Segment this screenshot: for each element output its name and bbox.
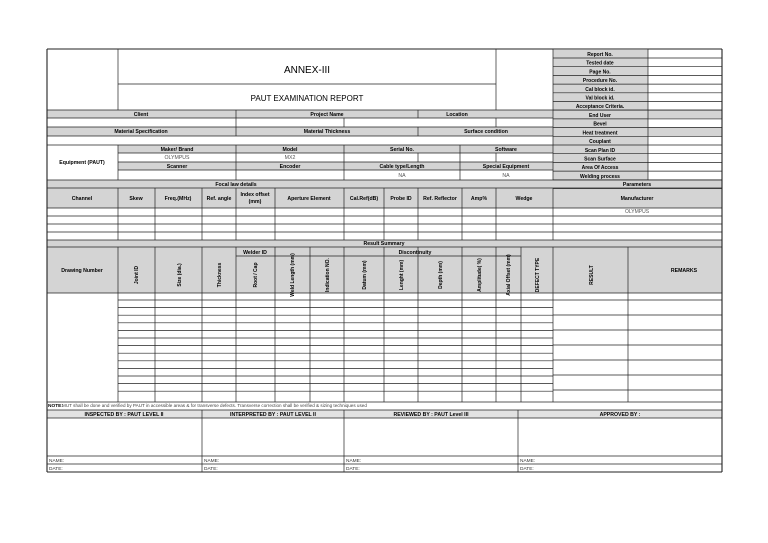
surface-condition-label: Surface condition bbox=[464, 129, 508, 135]
result-vertical-header: Amplitude( %) bbox=[477, 258, 483, 292]
result-vertical-header: Axial Offset (mm) bbox=[506, 254, 512, 296]
right-field-label: Procedure No. bbox=[582, 78, 618, 85]
focal-col-header: Aperture Element bbox=[287, 196, 331, 202]
focal-col-header: Ref. Reflector bbox=[423, 196, 457, 202]
special-equipment-label: Special Equipment bbox=[482, 164, 530, 170]
equipment-label: Equipment (PAUT) bbox=[59, 160, 105, 166]
result-vertical-header: Indication NO. bbox=[325, 258, 331, 292]
inspected-by: INSPECTED BY : PAUT LEVEL II bbox=[84, 412, 164, 418]
result-vertical-header: Weld Length (mm) bbox=[290, 253, 296, 297]
date-label: DATE: bbox=[204, 467, 218, 472]
encoder-label: Encoder bbox=[279, 164, 301, 170]
material-thickness-label: Material Thickness bbox=[303, 129, 351, 135]
right-field-label: End User bbox=[589, 113, 611, 119]
focal-col-header: Manufacturer bbox=[620, 196, 654, 202]
cable-value: NA bbox=[398, 173, 406, 179]
name-label: NAME: bbox=[520, 459, 536, 464]
interpreted-by: INTERPRETED BY : PAUT LEVEL II bbox=[230, 412, 316, 418]
material-spec-label: Material Specification bbox=[114, 129, 168, 135]
result-summary-title: Result Summary bbox=[363, 241, 405, 247]
serial-label: Serial No. bbox=[390, 147, 414, 153]
note-label: NOTE: bbox=[48, 404, 63, 409]
name-label: NAME: bbox=[204, 459, 220, 464]
result-vertical-header: RESULT bbox=[589, 265, 595, 285]
right-field-label: Report No. bbox=[587, 52, 613, 58]
shaded-cell bbox=[47, 247, 722, 293]
cable-type-label: Cable type/Length bbox=[379, 164, 425, 170]
focal-law-title: Focal law details bbox=[215, 182, 257, 188]
focal-col-header: Freq.(MHz) bbox=[164, 196, 192, 202]
right-field-label: Scan Surface bbox=[584, 156, 616, 163]
client-label: Client bbox=[133, 112, 149, 118]
note-text: MUT shall be done and verified by PAUT in accessible areas & for transverse defects. Transverse correction shall be verified & sizing techniques used bbox=[62, 403, 367, 408]
date-label: DATE: bbox=[49, 467, 63, 472]
focal-col-header: Index offset bbox=[240, 192, 270, 198]
right-field-label: Tested date bbox=[586, 60, 614, 67]
manufacturer-value: OLYMPUS bbox=[624, 209, 650, 215]
focal-col-header-unit: (mm) bbox=[248, 199, 262, 205]
focal-col-header: Channel bbox=[71, 196, 93, 202]
discontinuity-label: Discontinuity bbox=[398, 250, 432, 256]
parameters-title: Parameters bbox=[622, 182, 652, 188]
result-vertical-header: Joint ID bbox=[134, 265, 140, 285]
focal-col-header: Probe ID bbox=[390, 196, 412, 202]
focal-col-header: Amp% bbox=[470, 196, 488, 202]
model-label: Model bbox=[282, 147, 298, 153]
right-field-label: Heat treatment bbox=[582, 130, 618, 137]
result-vertical-header: Datum (mm) bbox=[362, 260, 368, 290]
report-title: PAUT EXAMINATION REPORT bbox=[250, 94, 364, 103]
date-label: DATE: bbox=[346, 467, 360, 472]
shaded-cell bbox=[47, 180, 722, 188]
special-value: NA bbox=[502, 173, 510, 179]
result-vertical-header: Lenght (mm) bbox=[399, 259, 405, 291]
right-field-label: Scan Plan ID bbox=[584, 147, 616, 154]
maker-brand-label: Maker/ Brand bbox=[160, 147, 194, 153]
right-field-label: Couplant bbox=[589, 139, 611, 146]
right-field-label: Welding process bbox=[580, 173, 620, 180]
approved-by: APPROVED BY : bbox=[599, 412, 641, 418]
name-label: NAME: bbox=[346, 459, 362, 464]
model-value: MX2 bbox=[284, 155, 296, 161]
remarks-label: REMARKS bbox=[670, 268, 698, 274]
welder-id-label: Welder ID bbox=[243, 250, 267, 256]
focal-col-header: Cal.Ref(dB) bbox=[349, 196, 379, 202]
right-field-label: Page No. bbox=[589, 69, 611, 76]
right-field-label: Acceptance Criteria. bbox=[575, 104, 625, 111]
annex-title: ANNEX-III bbox=[283, 65, 331, 76]
name-label: NAME: bbox=[49, 459, 65, 464]
focal-col-header: Skew bbox=[129, 196, 143, 202]
scanner-label: Scanner bbox=[166, 164, 188, 170]
focal-col-header: Wedge bbox=[515, 196, 533, 202]
result-vertical-header: Thickness bbox=[217, 262, 223, 288]
software-label: Software bbox=[495, 147, 517, 153]
location-label: Location bbox=[446, 112, 468, 118]
reviewed-by: REVIEWED BY : PAUT Level III bbox=[393, 412, 469, 418]
focal-col-header: Ref. angle bbox=[206, 196, 232, 202]
right-field-label: Val block id. bbox=[585, 95, 615, 102]
date-label: DATE: bbox=[520, 467, 534, 472]
result-vertical-header: Size (dia.) bbox=[177, 263, 183, 287]
result-vertical-header: Depth (mm) bbox=[438, 261, 444, 289]
right-field-label: Bevel bbox=[593, 121, 607, 128]
shaded-cell bbox=[47, 110, 722, 118]
drawing-number-label: Drawing Number bbox=[61, 268, 103, 274]
result-vertical-header: Root / Cap bbox=[253, 262, 259, 288]
project-name-label: Project Name bbox=[310, 112, 344, 118]
right-field-label: Area Of Access bbox=[581, 165, 619, 172]
result-vertical-header: DEFECT TYPE bbox=[535, 257, 541, 293]
right-field-label: Cal block id. bbox=[585, 86, 615, 93]
maker-value: OLYMPUS bbox=[164, 155, 190, 161]
